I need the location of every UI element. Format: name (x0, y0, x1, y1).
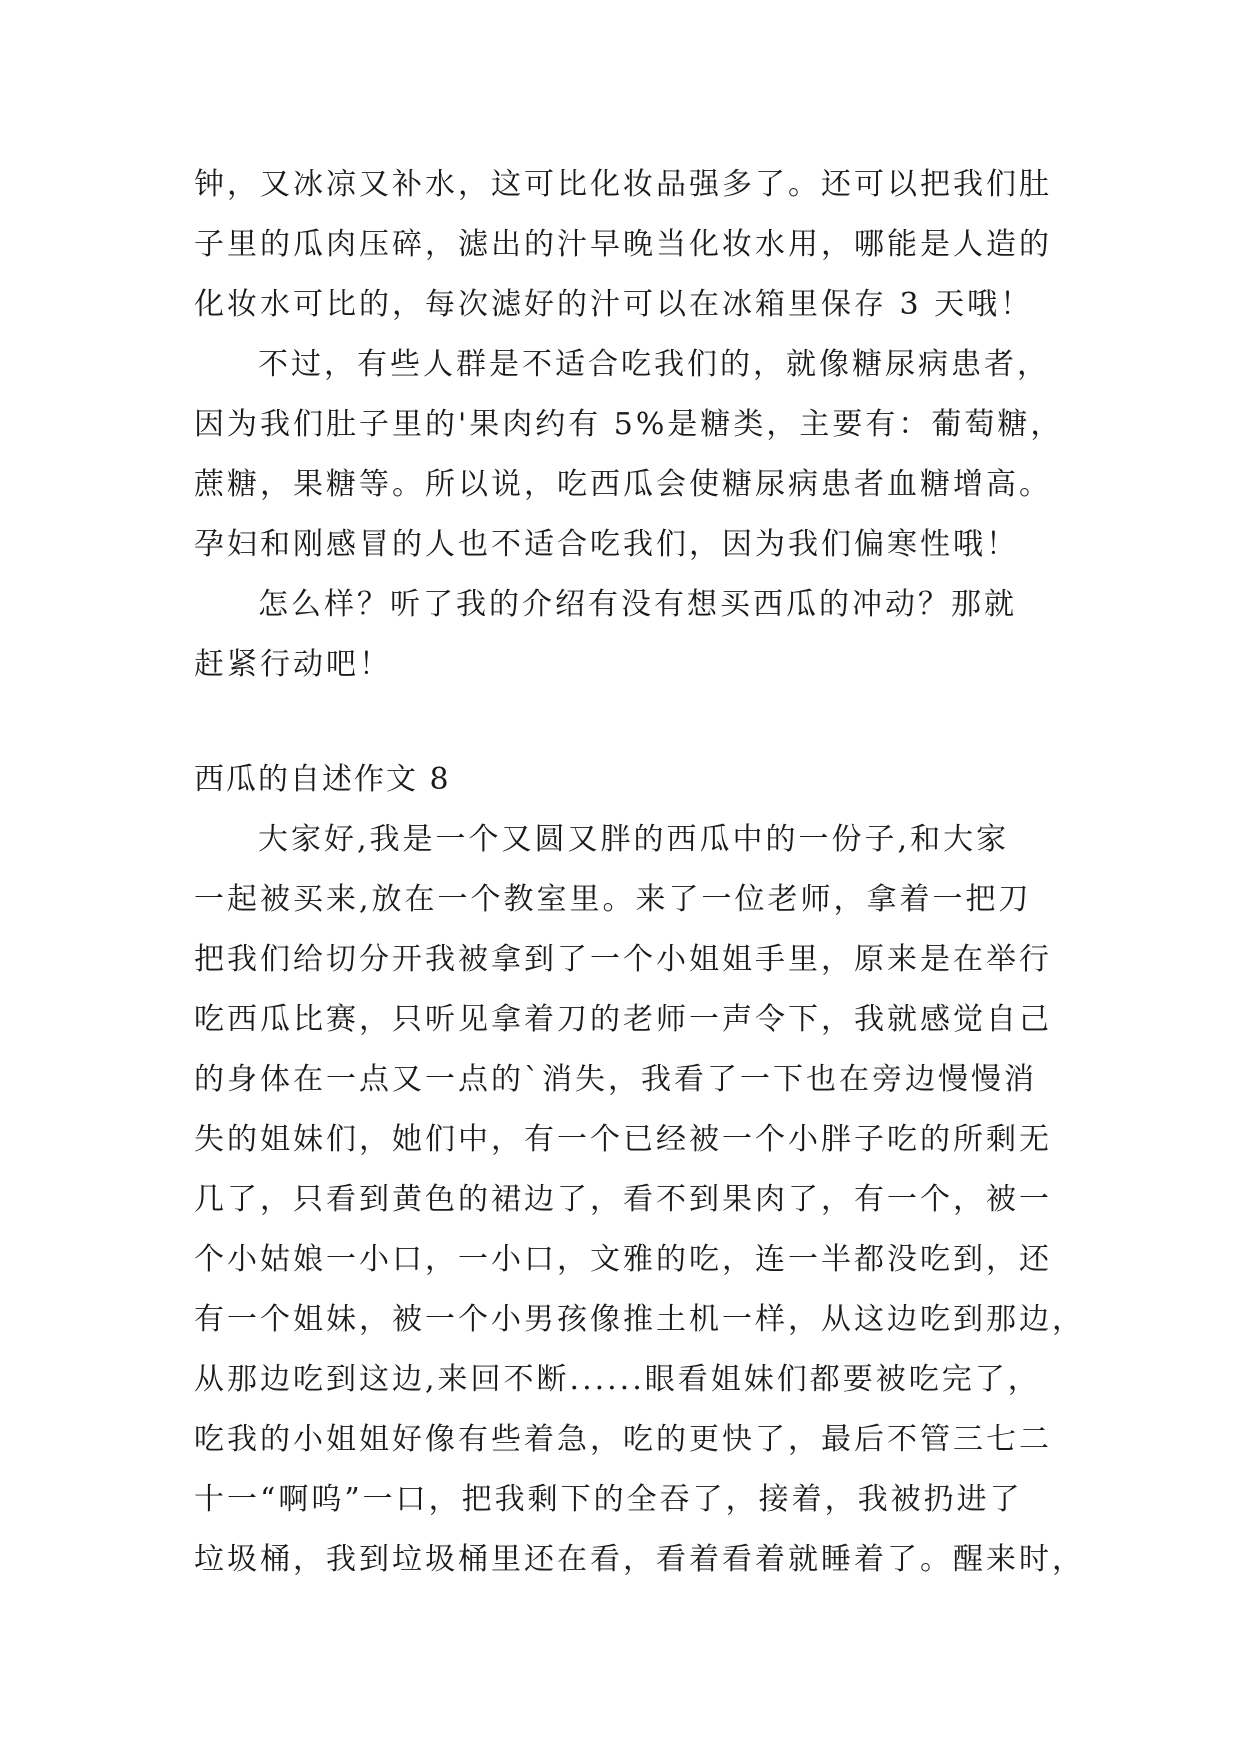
text-line: 蔗糖，果糖等。所以说，吃西瓜会使糖尿病患者血糖增高。 (194, 467, 1052, 502)
text-line: 化妆水可比的，每次滤好的汁可以在冰箱里保存 3 天哦！ (194, 287, 1034, 322)
text-line: 十一“啊呜”一口，把我剩下的全吞了，接着，我被扔进了 (194, 1482, 1023, 1517)
text-line: 因为我们肚子里的'果肉约有 5%是糖类，主要有：葡萄糖， (194, 407, 1064, 442)
text-line: 的身体在一点又一点的`消失，我看了一下也在旁边慢慢消 (194, 1062, 1037, 1097)
text-line: 一起被买来,放在一个教室里。来了一位老师，拿着一把刀 (194, 882, 1032, 917)
text-line: 失的姐妹们，她们中，有一个已经被一个小胖子吃的所剩无 (194, 1122, 1052, 1157)
text-line: 赶紧行动吧！ (194, 647, 392, 682)
text-line: 从那边吃到这边,来回不断......眼看姐妹们都要被吃完了， (194, 1362, 1041, 1397)
text-line: 吃我的小姐姐好像有些着急，吃的更快了，最后不管三七二 (194, 1422, 1052, 1457)
paragraph-start-line: 大家好,我是一个又圆又胖的西瓜中的一份子,和大家 (258, 822, 1010, 857)
text-line: 子里的瓜肉压碎，滤出的汁早晚当化妆水用，哪能是人造的 (194, 227, 1052, 262)
text-line: 孕妇和刚感冒的人也不适合吃我们，因为我们偏寒性哦！ (194, 527, 1019, 562)
section-title: 西瓜的自述作文 8 (194, 762, 451, 797)
text-line: 有一个姐妹，被一个小男孩像推土机一样，从这边吃到那边， (194, 1302, 1085, 1337)
text-line: 吃西瓜比赛，只听见拿着刀的老师一声令下，我就感觉自己 (194, 1002, 1052, 1037)
text-line: 几了，只看到黄色的裙边了，看不到果肉了，有一个，被一 (194, 1182, 1052, 1217)
text-line: 钟，又冰凉又补水，这可比化妆品强多了。还可以把我们肚 (194, 167, 1052, 202)
paragraph-start-line: 不过，有些人群是不适合吃我们的，就像糖尿病患者， (258, 347, 1050, 382)
text-line: 垃圾桶，我到垃圾桶里还在看，看着看着就睡着了。醒来时， (194, 1542, 1085, 1577)
paragraph-start-line: 怎么样？听了我的介绍有没有想买西瓜的冲动？那就 (258, 587, 1017, 622)
text-line: 个小姑娘一小口，一小口，文雅的吃，连一半都没吃到，还 (194, 1242, 1052, 1277)
text-line: 把我们给切分开我被拿到了一个小姐姐手里，原来是在举行 (194, 942, 1052, 977)
